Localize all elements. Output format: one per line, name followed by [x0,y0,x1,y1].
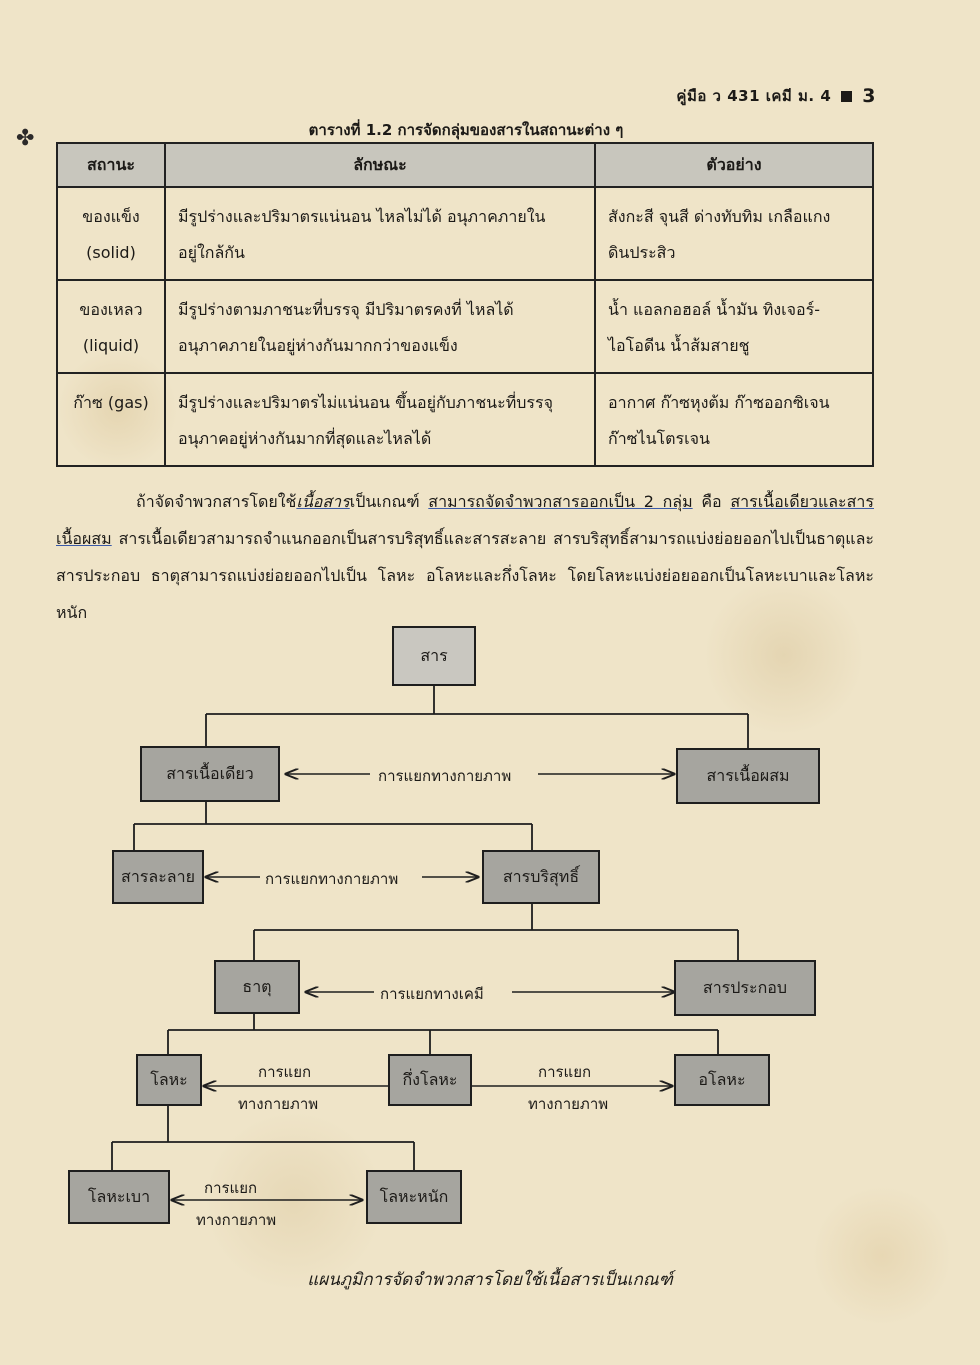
node-nonmetal: อโลหะ [674,1054,770,1106]
node-heavy-metal: โลหะหนัก [366,1170,462,1224]
node-pure-substance: สารบริสุทธิ์ [482,850,600,904]
label-physical: ทางกายภาพ [528,1095,609,1113]
node-metal: โลหะ [136,1054,202,1106]
node-substance: สาร [392,626,476,686]
label-separation: การแยก [538,1063,592,1081]
description-line: มีรูปร่างตามภาชนะที่บรรจุ มีปริมาตรคงที่ ไหลได้ [178,300,514,319]
state-name: ของแข็ง [82,207,140,226]
paragraph-underlined: สามารถจัดจำพวกสารออกเป็น 2 กลุ่ม [428,492,693,511]
node-light-metal: โลหะเบา [68,1170,170,1224]
paragraph-text: ถ้าจัดจำพวกสารโดยใช้ [136,492,297,511]
description-line: อนุภาคภายในอยู่ห่างกันมากกว่าของแข็ง [178,336,458,355]
example-line: สังกะสี จุนสี ด่างทับทิม เกลือแกง [608,207,831,226]
label-physical: ทางกายภาพ [196,1211,277,1229]
state-name-en: (solid) [86,243,136,262]
paragraph-emphasis: เนื้อสาร [296,492,350,511]
label-physical-separation: การแยกทางกายภาพ [378,767,512,785]
diagram-caption: แผนภูมิการจัดจำพวกสารโดยใช้เนื้อสารเป็นเกณฑ์ [307,1270,673,1290]
label-separation: การแยก [204,1179,258,1197]
label-physical-separation: การแยกทางกายภาพ [265,870,399,888]
paragraph-text: สารเนื้อเดียวสามารถจำแนกออกเป็นสารบริสุทธิ์และสารสะลาย สารบริสุทธิ์สามารถแบ่งย่อยออกไปเป็นธาตุและสารประกอบ ธาตุสามารถแบ่งย่อยออกไปเป็น โลหะ อโลหะและกึ่งโลหะ โดยโลหะแบ่งย่อยออกเป็นโลหะเบาและโลหะหนัก [56,529,874,622]
label-separation: การแยก [258,1063,312,1081]
node-metalloid: กึ่งโลหะ [388,1054,472,1106]
node-heterogeneous: สารเนื้อผสม [676,748,820,804]
description-line: อนุภาคอยู่ห่างกันมากที่สุดและไหลได้ [178,429,432,448]
node-solution: สารละลาย [112,850,204,904]
node-compound: สารประกอบ [674,960,816,1016]
margin-scribble-icon: ✤ [16,126,35,151]
description-line: อยู่ใกล้กัน [178,243,245,262]
paragraph-text: คือ [692,492,731,511]
example-line: ไอโอดีน น้ำส้มสายชู [608,336,750,355]
node-homogeneous: สารเนื้อเดียว [140,746,280,802]
example-line: ดินประสิว [608,243,676,262]
header-state: สถานะ [57,143,165,187]
example-line: อากาศ ก๊าซหุงต้ม ก๊าซออกซิเจน [608,393,830,412]
header-examples: ตัวอย่าง [595,143,873,187]
label-physical: ทางกายภาพ [238,1095,319,1113]
state-name: ของเหลว [79,300,143,319]
paragraph-underlined: สารเนื้อเดียวและสารเนื้อผสม [56,492,874,548]
node-element: ธาตุ [214,960,300,1014]
state-name: ก๊าซ (gas) [73,393,149,412]
table-caption: ตารางที่ 1.2 การจัดกลุ่มของสารในสถานะต่าง ๆ [308,121,624,139]
paragraph-text: เป็นเกณฑ์ [349,492,429,511]
example-line: ก๊าซไนโตรเจน [608,429,710,448]
book-title: คู่มือ ว 431 เคมี ม. 4 [676,87,832,105]
description-line: มีรูปร่างและปริมาตรไม่แน่นอน ขึ้นอยู่กับภาชนะที่บรรจุ [178,393,553,412]
label-chemical-separation: การแยกทางเคมี [380,985,484,1003]
description-line: มีรูปร่างและปริมาตรแน่นอน ไหลไม่ได้ อนุภาคภายใน [178,207,546,226]
header-characteristics: ลักษณะ [165,143,595,187]
example-line: น้ำ แอลกอฮอล์ น้ำมัน ทิงเจอร์- [608,300,820,319]
state-name-en: (liquid) [82,336,140,355]
page-number: 3 [862,85,876,107]
